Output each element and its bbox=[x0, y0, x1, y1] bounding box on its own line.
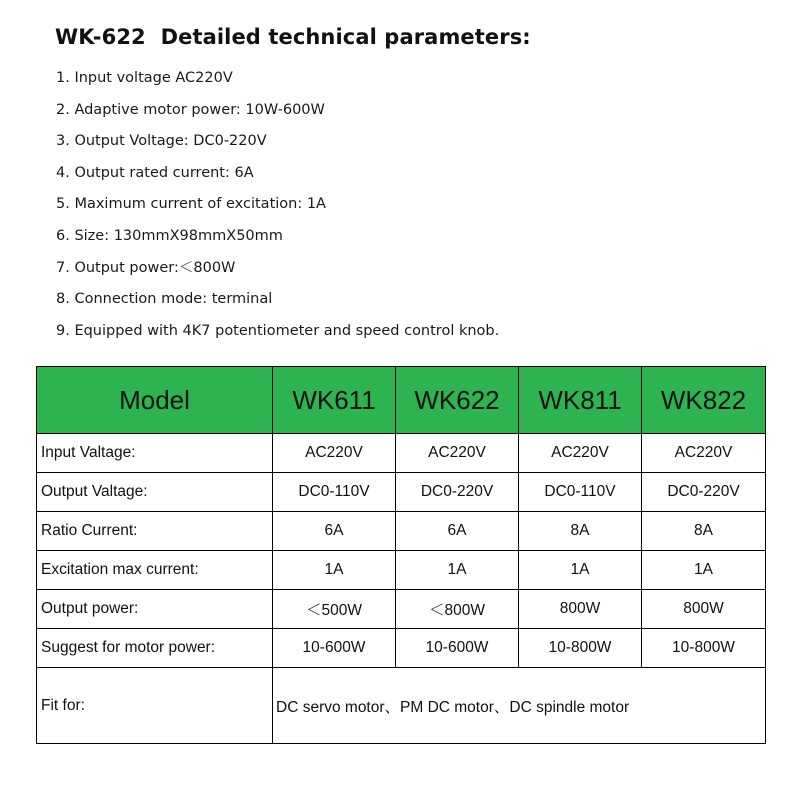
cell-value: 6A bbox=[396, 512, 519, 551]
page-title: WK-622 Detailed technical parameters: bbox=[55, 25, 531, 49]
cell-value: AC220V bbox=[519, 434, 642, 473]
parameter-item: 4. Output rated current: 6A bbox=[56, 164, 254, 181]
column-header-wk811: WK811 bbox=[519, 367, 642, 434]
table-row bbox=[37, 434, 766, 473]
parameter-list bbox=[56, 66, 499, 350]
spec-table bbox=[36, 366, 766, 744]
cell-value: ＜800W bbox=[396, 590, 519, 629]
cell-value: 8A bbox=[519, 512, 642, 551]
column-header-wk611: WK611 bbox=[273, 367, 396, 434]
row-label: Excitation max current: bbox=[37, 551, 273, 590]
cell-value: DC0-220V bbox=[396, 473, 519, 512]
column-header-model: Model bbox=[37, 367, 273, 434]
parameter-item: 1. Input voltage AC220V bbox=[56, 70, 233, 86]
cell-value: AC220V bbox=[642, 434, 766, 473]
parameter-item: 5. Maximum current of excitation: 1A bbox=[56, 196, 326, 213]
cell-value: 1A bbox=[642, 551, 766, 590]
fit-for-value: DC servo motor、PM DC motor、DC spindle motor bbox=[273, 668, 766, 744]
fit-for-label: Fit for: bbox=[37, 668, 273, 744]
cell-value: DC0-110V bbox=[519, 473, 642, 512]
row-label: Input Valtage: bbox=[37, 434, 273, 473]
row-label: Output power: bbox=[37, 590, 273, 629]
row-label: Output Valtage: bbox=[37, 473, 273, 512]
table-row-fit-for bbox=[37, 668, 766, 744]
parameter-item: 6. Size: 130mmX98mmX50mm bbox=[56, 227, 283, 244]
column-header-wk622: WK622 bbox=[396, 367, 519, 434]
cell-value: ＜500W bbox=[273, 590, 396, 629]
cell-value: 6A bbox=[273, 512, 396, 551]
cell-value: DC0-220V bbox=[642, 473, 766, 512]
parameter-item: 7. Output power:＜800W bbox=[56, 259, 236, 276]
parameter-item: 2. Adaptive motor power: 10W-600W bbox=[56, 101, 325, 118]
parameter-item: 8. Connection mode: terminal bbox=[56, 291, 273, 308]
column-header-wk822: WK822 bbox=[642, 367, 766, 434]
cell-value: 1A bbox=[396, 551, 519, 590]
row-label: Ratio Current: bbox=[37, 512, 273, 551]
cell-value: DC0-110V bbox=[273, 473, 396, 512]
cell-value: AC220V bbox=[273, 434, 396, 473]
cell-value: AC220V bbox=[396, 434, 519, 473]
cell-value: 800W bbox=[642, 590, 766, 629]
cell-value: 10-600W bbox=[396, 629, 519, 668]
table-row bbox=[37, 512, 766, 551]
cell-value: 10-600W bbox=[273, 629, 396, 668]
parameter-item: 9. Equipped with 4K7 potentiometer and speed control knob. bbox=[56, 322, 500, 339]
cell-value: 10-800W bbox=[642, 629, 766, 668]
cell-value: 1A bbox=[273, 551, 396, 590]
table-row bbox=[37, 629, 766, 668]
parameter-item: 3. Output Voltage: DC0-220V bbox=[56, 133, 267, 150]
table-row bbox=[37, 590, 766, 629]
cell-value: 1A bbox=[519, 551, 642, 590]
table-header-row bbox=[37, 367, 766, 434]
cell-value: 8A bbox=[642, 512, 766, 551]
row-label: Suggest for motor power: bbox=[37, 629, 273, 668]
table-row bbox=[37, 473, 766, 512]
cell-value: 10-800W bbox=[519, 629, 642, 668]
table-row bbox=[37, 551, 766, 590]
cell-value: 800W bbox=[519, 590, 642, 629]
